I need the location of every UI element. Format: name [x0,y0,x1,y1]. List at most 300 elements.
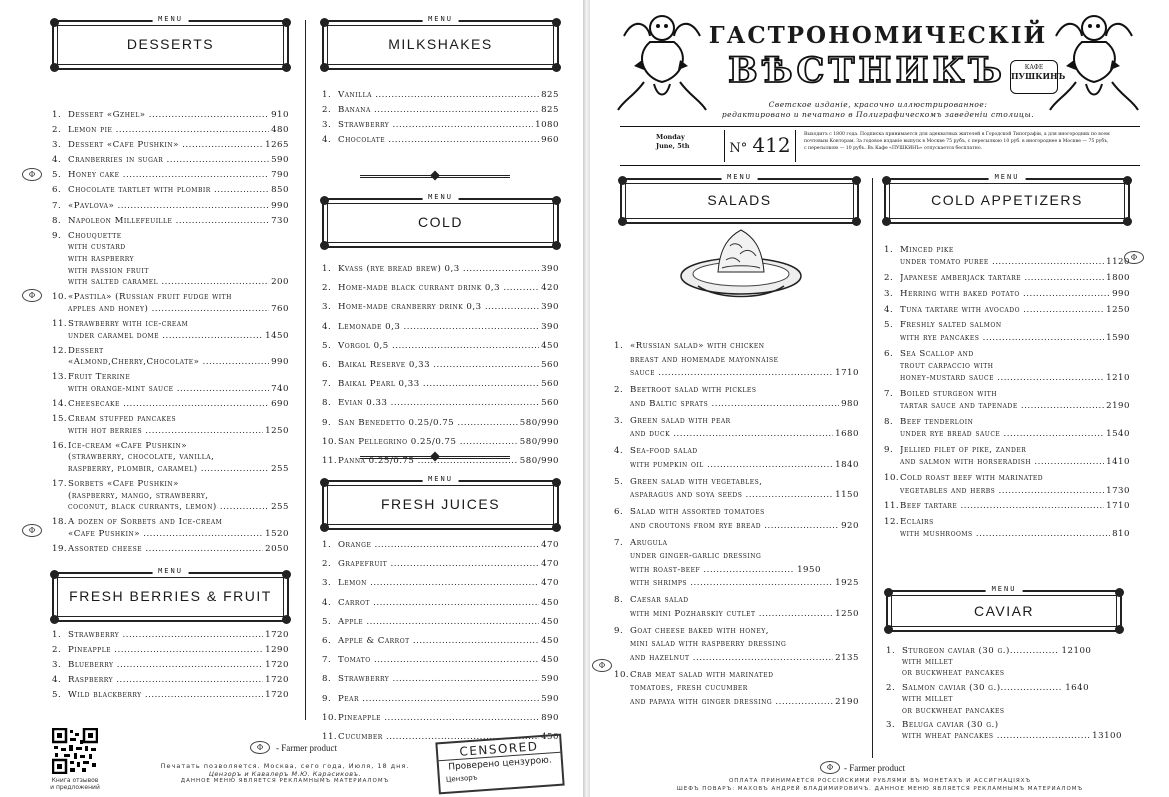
item-price: 420 [541,283,559,294]
item-number: 7. [322,655,332,666]
menu-item [322,396,559,412]
item-price: 1150 [835,490,859,500]
farmer-product-icon: Φ [592,659,612,672]
menu-item [52,517,289,540]
item-number: 14. [52,398,68,409]
item-price: 1210 [1106,373,1130,384]
cold-section [322,193,559,473]
item-number: 8. [322,398,332,409]
item-price: 1520 [265,528,289,539]
menu-item [614,537,859,591]
section-title: COLD APPETIZERS [931,192,1083,208]
item-name: San Benedetto 0.25/0.75 ..... [338,416,518,432]
salad-plate-illustration-icon [678,226,804,308]
item-price: 390 [541,321,559,332]
section-title: FRESH BERRIES & FRUIT [69,588,272,604]
menu-item [884,319,1130,344]
caviar-section [886,585,1122,746]
item-number: 2. [322,559,332,570]
print-permission: Печатать позволяется. Москва, сего года, Июля, 18 дня. Цензоръ и Кавалеръ М.Ю. Карасиковъ. ДАННОЕ МЕНЮ ЯВЛЯЕТСЯ РЕКЛАМНЫМЪ МАТЕРИАЛОМЪ [160,762,410,784]
menu-item [884,444,1130,469]
menu-item [322,557,559,573]
item-price: 590 [541,693,559,704]
menu-item [884,472,1130,497]
cherub-illustration-icon [614,6,710,114]
item-number: 1. [52,110,62,120]
item-number: 11. [52,318,68,329]
item-price: 890 [541,712,559,723]
item-name: and papaya with ginger dressing ..... [630,696,833,710]
item-description: Arugula [630,537,668,548]
menu-item [322,358,559,374]
item-name: Home-made cranberry drink 0,3 ..... [338,300,539,316]
cafe-pushkin-badge: КАФЕ ПУШКИНЪ [1010,60,1058,94]
column-divider [305,20,306,720]
item-name: Blueberry ..... [68,660,263,672]
item-description: Jellied filet of pike, zander [900,445,1027,456]
item-name: with mini Pozharskiy cutlet ..... [630,608,833,622]
item-price: 450 [541,636,559,647]
menu-item [614,384,859,411]
section-title: SALADS [707,192,772,208]
menu-item [614,445,859,472]
menu-item [322,339,559,355]
item-name: Herring with baked potato ..... [900,288,1110,300]
item-description: Crab meat salad with marinated [630,669,774,680]
item-name: Cheesecake ..... [68,399,269,411]
item-price: 450 [541,616,559,627]
item-price: 1710 [1106,501,1130,512]
item-description: (strawberry, chocolate, vanilla, [68,452,215,463]
item-number: 16. [52,440,68,451]
menu-item [52,140,289,152]
item-number: 10. [614,669,630,680]
menu-item [322,135,559,147]
masthead-line2: ВѢСТНИКЪ [728,50,1006,91]
milkshakes-list [322,90,559,147]
item-name: and Baltic sprats ..... [630,398,839,412]
item-name: under tomato puree ..... [900,256,1104,268]
item-price: 13100 [1092,731,1122,742]
salads-section [620,173,859,224]
issue-number: N° 412 [724,130,796,162]
item-name: Chocolate tartlet with plombir ..... [68,185,269,197]
item-name: Strawberry ..... [68,630,263,642]
censored-stamp: CENSORED Проверено цензурою. Цензоръ [435,734,564,795]
item-name: «Almond,Cherry,Chocolate» ..... [68,357,269,369]
menu-item [886,646,1122,680]
item-price: 1250 [265,425,289,436]
item-price: 1540 [1106,429,1130,440]
item-name: Honey cake ..... [68,170,269,182]
item-price: 560 [541,360,559,371]
item-price: 740 [271,383,289,394]
item-price: 1250 [1106,304,1130,315]
section-title: MILKSHAKES [388,36,493,52]
item-price: 200 [271,277,289,288]
item-number: 13. [52,372,68,383]
item-number: 12. [52,345,68,356]
item-name: Pineapple ..... [338,711,539,727]
menu-item [614,476,859,503]
menu-item [52,414,289,437]
item-price: 450 [541,732,559,743]
item-price: 790 [271,170,289,181]
menu-label: MENU [989,173,1026,181]
farmer-product-icon: Φ [22,524,42,537]
item-description: Green salad with vegetables, [630,476,763,487]
item-price: 590 [541,674,559,685]
item-price: 1720 [265,675,289,686]
item-number: 7. [614,537,624,548]
item-description: breast and homemade mayonnaise [630,354,779,365]
item-number: 4. [322,597,332,608]
item-description: Salmon caviar (30 g.)................... 1640 [902,683,1090,694]
item-description: Sea-food salad [630,446,698,456]
item-number: 6. [614,507,624,517]
item-description: Salad with assorted tomatoes [630,507,765,517]
item-name: Kvass (rye bread brew) 0,3 ..... [338,262,539,278]
farmer-product-icon: Φ [22,289,42,302]
item-name: asparagus and soya seeds ..... [630,489,833,503]
item-name: «Cafe Pushkin» ..... [68,529,263,541]
menu-item [52,292,289,315]
item-number: 12. [884,517,900,528]
item-name: vegetables and herbs ..... [900,485,1104,497]
item-name: Apple ..... [338,615,539,631]
menu-label: MENU [422,193,459,201]
item-number: 4. [322,321,332,332]
item-number: 8. [884,417,894,428]
item-description: with raspberry [68,253,135,264]
qr-code[interactable] [52,728,98,774]
right-menu-page [590,0,1169,797]
item-price: 1120 [1106,257,1130,268]
item-number: 9. [322,693,332,704]
menu-label: MENU [986,585,1023,593]
menu-item [322,262,559,278]
item-price: 1720 [265,660,289,671]
cold-header [322,193,559,248]
item-number: 19. [52,544,68,554]
left-menu-page [0,0,583,797]
menu-item [884,244,1130,269]
item-number: 17. [52,479,68,490]
item-name: with salted caramel ..... [68,277,269,289]
item-name: Pear ..... [338,692,539,708]
item-description: (raspberry, mango, strawberry, [68,490,209,501]
item-price: 1800 [1106,273,1130,284]
item-number: 3. [52,660,62,671]
item-price: 990 [271,200,289,211]
menu-item [322,320,559,336]
cold-list [322,262,559,470]
item-price: 980 [841,398,859,409]
item-price: 1680 [835,429,859,439]
menu-item [52,441,289,476]
item-price: 1080 [535,120,559,131]
item-name: Tomato ..... [338,653,539,669]
item-price: 1710 [835,368,859,378]
item-price: 560 [541,398,559,409]
menu-item [322,281,559,297]
salads-list [614,340,859,713]
item-description: under ginger-garlic dressing [630,551,762,561]
item-name: with wheat pancakes ..... [902,731,1090,742]
item-price: 825 [541,105,559,116]
item-description: with millet [902,694,953,705]
item-description: Sorbets «Cafe Pushkin» [68,479,179,490]
item-number: 9. [884,445,894,456]
item-number: 2. [322,105,332,116]
item-description: Goat cheese baked with honey, [630,625,769,636]
item-name: Panna 0.25/0.75 ..... [338,454,518,470]
item-price: 730 [271,215,289,226]
menu-item [614,669,859,710]
item-description: Sea Scallop and [900,348,974,359]
item-price: 480 [271,125,289,136]
item-price: 760 [271,303,289,314]
menu-item [614,506,859,533]
item-name: Baikal Reserve 0,33 ..... [338,358,539,374]
item-name: tartar sauce and tapenade ..... [900,400,1104,412]
menu-item [322,576,559,592]
item-name: with hot berries ..... [68,426,263,438]
item-description: A dozen of Sorbets and Ice-cream [68,517,223,528]
item-number: 10. [322,712,338,723]
item-name: Pineapple ..... [68,645,263,657]
menu-label: MENU [721,173,758,181]
item-description: Caesar salad [630,595,689,605]
item-price: 1265 [265,140,289,151]
menu-item [884,304,1130,316]
item-number: 11. [884,501,900,512]
item-number: 1. [322,90,332,100]
juices-header [322,475,559,530]
menu-item [322,377,559,393]
item-name: sauce ..... [630,367,833,381]
item-description: Sturgeon caviar (30 g.)............... 12100 [902,646,1092,656]
item-description: Chouquette [68,230,122,241]
item-number: 10. [52,292,68,303]
menu-item [322,90,559,102]
item-price: 390 [541,264,559,274]
menu-item [52,372,289,395]
item-price: 990 [271,357,289,368]
item-number: 8. [322,674,332,685]
item-number: 15. [52,414,68,425]
menu-item [884,500,1130,512]
item-name: Vorgol 0,5 ..... [338,339,539,355]
item-price: 690 [271,398,289,409]
item-name: Strawberry ..... [338,120,533,132]
menu-label: MENU [422,15,459,23]
menu-item [322,692,559,708]
item-price: 1250 [835,608,859,619]
juices-section [322,475,559,749]
item-number: 11. [322,732,338,743]
item-number: 10. [322,436,338,447]
item-price: 255 [271,463,289,474]
menu-item [52,690,289,702]
item-price: 1925 [835,578,859,588]
item-name: Chocolate ..... [338,135,539,147]
item-price: 1720 [265,690,289,701]
item-name: Japanese amberjack tartare ..... [900,272,1104,284]
item-name: Wild blackberry ..... [68,690,263,702]
menu-item [322,416,559,432]
menu-item [52,399,289,411]
item-number: 4. [614,446,624,456]
item-name: coconut, black currants, lemon) ..... [68,502,269,514]
item-name: apples and honey) ..... [68,304,269,316]
item-name: under rye bread sauce ..... [900,428,1104,440]
item-name: Orange ..... [338,538,539,554]
item-name: raspberry, plombir, caramel) ..... [68,464,269,476]
item-name: Home-made black currant drink 0,3 ..... [338,281,539,297]
section-title: DESSERTS [126,36,215,52]
menu-item [322,105,559,117]
item-number: 5. [322,340,332,351]
appetizers-list [884,244,1130,541]
ornament-divider [360,456,510,459]
item-price: 1290 [265,645,289,656]
item-name: Tuna tartare with avocado ..... [900,304,1104,316]
item-name: Strawberry ..... [338,672,539,688]
item-number: 3. [322,578,332,589]
item-name: and croutons from rye bread ..... [630,520,839,534]
item-description: Freshly salted salmon [900,320,1002,331]
item-description: Ice-cream «Cafe Pushkin» [68,440,187,451]
item-price: 470 [541,578,559,589]
item-name: with shrimps ..... [630,577,833,591]
menu-item [52,544,289,556]
item-price: 2190 [835,696,859,707]
menu-item [884,516,1130,541]
item-name: with rye pancakes ..... [900,332,1104,344]
item-name: Banana ..... [338,105,539,117]
item-price: 2190 [1106,401,1130,412]
item-description: Dessert [68,345,104,356]
item-number: 2. [52,645,62,656]
cherub-illustration-icon [1046,6,1142,114]
item-name: honey-mustard sauce ..... [900,372,1104,384]
item-number: 4. [52,155,62,166]
juices-list [322,538,559,746]
item-number: 8. [52,215,62,226]
menu-item [884,288,1130,300]
item-number: 6. [322,636,332,647]
item-name: and duck ..... [630,428,833,442]
item-price: 2050 [265,544,289,554]
item-name: with mushrooms ..... [900,528,1110,540]
item-number: 6. [52,185,62,196]
menu-item [322,653,559,669]
item-number: 4. [884,304,894,315]
menu-item [322,120,559,132]
desserts-header [52,15,289,70]
menu-item [52,170,289,182]
item-number: 1. [884,245,894,255]
item-description: Fruit Terrine [68,372,131,383]
item-price: 1840 [835,459,859,470]
item-name: Raspberry ..... [68,675,263,687]
item-number: 6. [884,348,894,359]
item-description: with millet [902,657,953,668]
item-number: 5. [614,476,624,487]
book-gutter [583,0,590,797]
item-description: Beetroot salad with pickles [630,385,757,395]
caviar-list [886,646,1122,743]
item-description: Minced pike [900,245,954,255]
item-price: 580/990 [519,436,559,447]
item-name: Cranberries in sugar ..... [68,155,269,167]
menu-item [884,348,1130,385]
item-name: Apple & Carrot ..... [338,634,539,650]
item-name: Carrot ..... [338,596,539,612]
item-description: Boiled sturgeon with [900,388,998,399]
item-number: 9. [614,625,624,636]
item-price: 1730 [1106,485,1130,496]
item-price: 390 [541,302,559,313]
farmer-product-icon: Φ [250,741,270,754]
menu-item [52,231,289,289]
item-number: 11. [322,456,338,467]
item-name: Cucumber ..... [338,730,539,746]
item-number: 5. [52,690,62,701]
section-title: FRESH JUICES [380,496,501,512]
item-number: 1. [886,646,896,656]
item-name: or buckwheat pancakes [902,668,1005,679]
masthead [610,4,1146,130]
berries-header [52,567,289,622]
section-title: COLD [418,214,463,230]
item-number: 2. [884,273,894,284]
item-price: 450 [541,597,559,608]
item-description: with custard [68,242,126,253]
item-name: Lemon pie ..... [68,125,269,137]
item-number: 2. [886,683,896,694]
item-name: Evian 0.33 ..... [338,396,539,412]
item-name: San Pellegrino 0.25/0.75 ..... [338,435,518,451]
item-number: 2. [322,283,332,294]
item-number: 7. [322,379,332,390]
item-number: 5. [322,616,332,627]
item-number: 3. [322,302,332,313]
item-description: «Russian salad» with chicken [630,341,765,351]
farmer-product-icon: Φ [1124,251,1144,264]
menu-item [52,645,289,657]
item-price: 580/990 [519,417,559,428]
item-name: Dessert «Gzhel» ..... [68,110,269,122]
item-price: 560 [541,379,559,390]
menu-item [52,479,289,514]
item-description: trout carpaccio with [900,360,994,371]
item-name: Beef tartare ..... [900,500,1104,512]
item-number: 4. [322,135,332,146]
item-name: «Pavlova» ..... [68,201,269,213]
item-number: 3. [322,120,332,131]
item-number: 1. [52,630,62,640]
item-number: 7. [52,200,62,211]
item-name: with orange-mint sauce ..... [68,384,269,396]
farmer-product-legend: - Farmer product [844,763,905,773]
item-number: 2. [52,125,62,136]
menu-item [52,110,289,122]
issue-date: Monday June, 5th [656,133,690,150]
item-price: 470 [541,540,559,550]
item-price: 255 [271,502,289,513]
